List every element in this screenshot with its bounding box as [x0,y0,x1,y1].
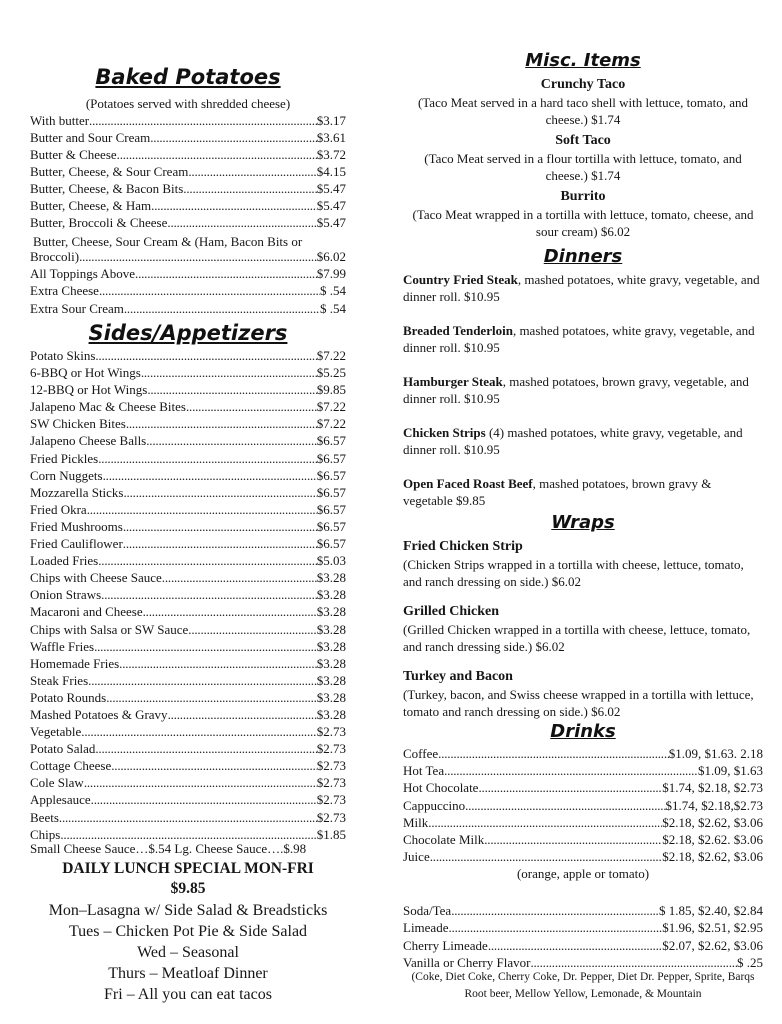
menu-item-row [30,757,346,774]
wrap-item-desc: (Turkey, bacon, and Swiss cheese wrapped in a tortilla with lettuce, tomato and ranch dressing on side.) $6.02 [403,687,754,719]
dot-leader [430,848,663,865]
dot-leader [147,381,316,398]
dot-leader [119,655,317,672]
dinners-list [403,271,763,526]
dinner-item [403,373,763,407]
menu-item-row [403,745,763,762]
dot-leader [478,779,662,796]
item-name: Hot Chocolate [403,780,479,796]
item-price: $7.99 [316,266,346,281]
item-price: $2.18, $2.62, $3.06 [662,849,763,865]
menu-item-row [30,672,346,689]
item-price: $5.47 [316,198,346,213]
menu-item-row [30,214,346,231]
dot-leader [103,467,317,484]
dot-leader [98,450,317,467]
item-name: Mozzarella Sticks [30,484,124,500]
menu-item-row [30,415,346,432]
item-name: Potato Skins [30,348,96,363]
item-name: SW Chicken Bites [30,416,126,432]
baked-potatoes-list [30,112,346,231]
item-name: Extra Cheese [30,283,99,299]
item-name: Fried Pickles [30,450,99,466]
item-price: $3.28 [316,672,346,688]
item-name: Extra Sour Cream [30,300,124,316]
menu-item-row [30,586,346,603]
menu-item-row [30,689,346,706]
dot-leader [88,672,317,689]
soda-note: (Coke, Diet Coke, Cherry Coke, Dr. Pepper, Diet Dr. Pepper, Sprite, Barqs Root beer, Mellow Yellow, Lemonade, & Mountain [411,971,755,1000]
item-price: $6.57 [316,536,346,552]
item-name: Cappuccino [403,797,466,813]
item-price: $3.72 [316,147,346,162]
dot-leader [186,398,317,415]
dot-leader [162,569,317,586]
item-price: $6.57 [316,450,346,466]
menu-item-row [30,569,346,586]
lunch-day: Thurs – Meatloaf Dinner [108,965,268,982]
item-price: $2.73 [316,741,346,757]
menu-item-row [403,814,763,831]
item-price: $ .54 [320,300,346,316]
dinners-heading: Dinners [543,246,623,267]
item-price: $2.73 [316,758,346,774]
misc-item-desc: (Taco Meat served in a flour tortilla with lettuce, tomato, and cheese.) $1.74 [424,151,742,183]
menu-item-row [30,774,346,791]
menu-item-row [403,779,763,796]
dot-leader [84,774,317,791]
dot-leader [95,347,316,364]
lunch-day: Wed – Seasonal [137,944,239,961]
item-price: $3.28 [316,621,346,637]
misc-item-name: Soft Taco [555,133,611,148]
wrap-item-desc: (Chicken Strips wrapped in a tortilla with cheese, lettuce, tomato, and ranch dressing on side.) $6.02 [403,557,744,589]
item-price: $6.57 [316,518,346,534]
item-price: $5.47 [316,215,346,230]
item-name: Milk [403,814,429,830]
item-price: $ 1.85, $2.40, $2.84 [659,903,763,918]
dot-leader [448,919,662,936]
item-name: Beets [30,809,59,825]
dot-leader [451,902,659,919]
item-price: $3.28 [316,655,346,671]
menu-item-row [30,518,346,535]
menu-item-row [30,740,346,757]
menu-item-row [30,398,346,415]
item-name: Chips with Cheese Sauce [30,570,162,586]
dot-leader [81,723,316,740]
item-price: $6.57 [316,501,346,517]
lunch-day: Mon–Lasagna w/ Side Salad & Breadsticks [48,902,328,919]
menu-item-row [30,723,346,740]
dinner-item [403,322,763,356]
dot-leader [124,300,320,317]
dot-leader [87,501,317,518]
misc-item-desc: (Taco Meat served in a hard taco shell with lettuce, tomato, and cheese.) $1.74 [417,95,749,127]
dot-leader [135,265,317,282]
dot-leader [167,214,316,231]
sides-heading: Sides/Appetizers [88,321,288,345]
item-name: Coffee [403,746,439,761]
menu-item-row [30,655,346,672]
menu-item-row [30,501,346,518]
dinner-item-desc: , mashed potatoes, brown gravy & vegetable $9.85 [403,476,712,508]
item-price: $2.73 [316,775,346,791]
menu-item-row [403,797,763,814]
wraps-list [403,538,763,733]
dot-leader [438,745,669,762]
item-price: $ .54 [320,283,346,299]
dinner-item [403,475,763,509]
item-name: Potato Salad [30,741,96,757]
menu-item-row [30,146,346,163]
dot-leader [428,814,662,831]
wrap-item-desc: (Grilled Chicken wrapped in a tortilla with cheese, lettuce, tomato, and ranch dressing side.) $6.02 [403,622,751,654]
menu-item-row [30,450,346,467]
item-name: Chips with Salsa or SW Sauce [30,621,189,637]
menu-item-row [30,265,346,282]
menu-item-row [403,919,763,936]
baked-potatoes-heading: Baked Potatoes [95,65,281,89]
dot-leader [91,791,317,808]
dinner-item-desc: , mashed potatoes, white gravy, vegetable, and dinner roll. $10.95 [403,272,760,304]
item-name: Waffle Fries [30,638,95,654]
item-name: Butter, Cheese, & Ham [30,198,152,213]
menu-item-row [30,484,346,501]
item-price: $9.85 [316,382,346,398]
item-name: Chocolate Milk [403,831,485,847]
wraps-heading: Wraps [551,512,615,533]
combo-line: Butter, Cheese, Sour Cream & (Ham, Bacon Bits or [33,234,303,249]
dot-leader [89,112,317,129]
lunch-special-heading: DAILY LUNCH SPECIAL MON-FRI [62,860,314,877]
wrap-item-name: Fried Chicken Strip [403,539,523,554]
menu-item-row [30,432,346,449]
item-name: Chips [30,826,61,842]
menu-item-row [403,937,763,954]
item-name: Cottage Cheese [30,758,112,774]
item-price: $2.07, $2.62, $3.06 [662,937,763,953]
item-price: $2.73 [316,809,346,825]
dinner-item [403,271,763,305]
dot-leader [143,603,317,620]
dinner-item-name: Breaded Tenderloin [403,323,513,338]
item-price: $4.15 [316,164,346,179]
menu-item-row [30,129,346,146]
menu-item-row [30,706,346,723]
dinner-item-desc: (4) mashed potatoes, white gravy, vegetable, and dinner roll. $10.95 [403,425,743,457]
dot-leader [59,809,317,826]
item-name: Butter, Broccoli & Cheese [30,215,168,230]
item-price: $1.96, $2.51, $2.95 [662,920,763,936]
item-name: 12-BBQ or Hot Wings [30,382,148,398]
item-price: $3.61 [316,130,346,145]
item-price: $1.85 [316,826,346,842]
menu-item-row [30,180,346,197]
item-price: $3.17 [316,113,346,128]
menu-item-row [403,902,763,919]
item-name: Vegetable [30,724,82,740]
dot-leader [101,586,317,603]
dinner-item-name: Open Faced Roast Beef [403,476,533,491]
item-name: Onion Straws [30,587,102,603]
item-price: $5.25 [316,365,346,381]
lunch-days [30,900,346,1005]
dinner-item [403,424,763,458]
dot-leader [111,757,317,774]
menu-item-row [30,112,346,129]
drinks-heading: Drinks [550,721,616,742]
item-name: Butter and Sour Cream [30,130,151,145]
item-price: $2.73 [316,792,346,808]
dot-leader [188,621,316,638]
cheese-sauce-line: Small Cheese Sauce…$.54 Lg. Cheese Sauce….$.98 [30,841,307,856]
menu-item-row [403,848,763,865]
item-name: Jalapeno Mac & Cheese Bites [30,399,186,415]
item-name: All Toppings Above [30,266,136,281]
menu-item-row [30,364,346,381]
menu-item-row [30,791,346,808]
item-price: $2.73 [316,724,346,740]
misc-item-name: Crunchy Taco [540,77,626,92]
dot-leader [188,163,316,180]
item-name: Butter, Cheese, & Bacon Bits [30,181,184,196]
menu-item-row [30,248,346,265]
item-name: Fried Mushrooms [30,518,123,534]
wrap-item-name: Grilled Chicken [403,604,500,619]
menu-item-row [30,621,346,638]
lunch-special-price: $9.85 [170,880,206,897]
baked-potatoes-note: (Potatoes served with shredded cheese) [85,96,291,111]
item-name: With butter [30,113,90,128]
dot-leader [150,129,317,146]
item-price: $3.28 [316,570,346,586]
menu-item-row [30,347,346,364]
dot-leader [444,762,698,779]
item-price: $5.03 [316,553,346,569]
menu-item-row [30,535,346,552]
menu-item-row [30,163,346,180]
item-price: $1.09, $1.63. 2.18 [668,746,763,761]
misc-heading: Misc. Items [525,50,641,71]
item-name: 6-BBQ or Hot Wings [30,365,141,381]
dot-leader [117,146,317,163]
menu-item-row [30,638,346,655]
item-price: $3.28 [316,587,346,603]
sides-list [30,347,346,843]
item-price: $3.28 [316,638,346,654]
item-name: Hot Tea [403,763,445,779]
item-name: Soda/Tea [403,903,452,918]
item-price: $2.18, $2.62, $3.06 [662,814,763,830]
item-name: Broccoli) [30,249,80,264]
menu-item-row [30,381,346,398]
dinner-item-name: Hamburger Steak [403,374,503,389]
item-name: Jalapeno Cheese Balls [30,433,147,449]
menu-item-row [30,809,346,826]
item-price: $ .25 [737,954,763,970]
misc-item-desc: (Taco Meat wrapped in a tortilla with lettuce, tomato, cheese, and sour cream) $6.02 [412,207,754,239]
dinner-item-name: Country Fried Steak [403,272,518,287]
menu-item-row [403,831,763,848]
juice-note: (orange, apple or tomato) [516,866,650,881]
item-name: Applesauce [30,792,91,808]
item-name: Cole Slaw [30,775,84,791]
menu-item-row [30,300,346,317]
dot-leader [95,740,316,757]
item-price: $6.02 [316,249,346,264]
item-price: $1.09, $1.63 [698,763,763,779]
item-name: Cherry Limeade [403,937,488,953]
drinks-list [403,745,763,865]
menu-item-row [30,467,346,484]
dot-leader [465,797,665,814]
item-name: Fried Cauliflower [30,536,123,552]
menu-item-row [30,282,346,299]
dot-leader [488,937,662,954]
dot-leader [126,415,317,432]
dinner-item-desc: , mashed potatoes, brown gravy, vegetable, and dinner roll. $10.95 [403,374,749,406]
item-name: Steak Fries [30,672,89,688]
soda-list [403,902,763,971]
dot-leader [168,706,317,723]
dot-leader [484,831,662,848]
item-price: $1.74, $2.18, $2.73 [662,780,763,796]
menu-item-row [30,197,346,214]
baked-potatoes-list-2 [30,248,346,317]
wrap-item-name: Turkey and Bacon [403,669,513,684]
item-price: $7.22 [316,416,346,432]
misc-list [403,76,763,244]
item-name: Mashed Potatoes & Gravy [30,706,168,722]
item-name: Butter, Cheese, & Sour Cream [30,164,189,179]
item-name: Vanilla or Cherry Flavor [403,954,531,970]
item-name: Limeade [403,920,449,936]
item-name: Juice [403,849,430,865]
dot-leader [106,689,317,706]
item-price: $1.74, $2.18,$2.73 [665,797,763,813]
dot-leader [151,197,317,214]
dot-leader [98,552,317,569]
dot-leader [183,180,316,197]
menu-item-row [30,552,346,569]
lunch-day: Tues – Chicken Pot Pie & Side Salad [68,923,308,940]
item-name: Loaded Fries [30,553,99,569]
item-name: Potato Rounds [30,689,107,705]
dot-leader [123,535,317,552]
item-price: $3.28 [316,706,346,722]
menu-item-row [403,762,763,779]
item-name: Macaroni and Cheese [30,604,143,620]
dot-leader [124,484,317,501]
dot-leader [94,638,317,655]
dinner-item-name: Chicken Strips [403,425,486,440]
dinner-item-desc: , mashed potatoes, white gravy, vegetable, and dinner roll. $10.95 [403,323,755,355]
item-name: Homemade Fries [30,655,120,671]
item-price: $5.47 [316,181,346,196]
item-name: Butter & Cheese [30,147,117,162]
dot-leader [99,282,320,299]
menu-item-row [30,603,346,620]
dot-leader [79,248,317,265]
dot-leader [141,364,317,381]
item-price: $7.22 [316,348,346,363]
lunch-day: Fri – All you can eat tacos [104,986,272,1003]
item-price: $7.22 [316,399,346,415]
dot-leader [146,432,317,449]
item-price: $2.18, $2.62. $3.06 [662,831,763,847]
dot-leader [123,518,317,535]
item-name: Corn Nuggets [30,467,103,483]
item-name: Fried Okra [30,501,87,517]
item-price: $6.57 [316,484,346,500]
item-price: $6.57 [316,467,346,483]
item-price: $3.28 [316,604,346,620]
item-price: $3.28 [316,689,346,705]
item-price: $6.57 [316,433,346,449]
misc-item-name: Burrito [560,189,606,204]
